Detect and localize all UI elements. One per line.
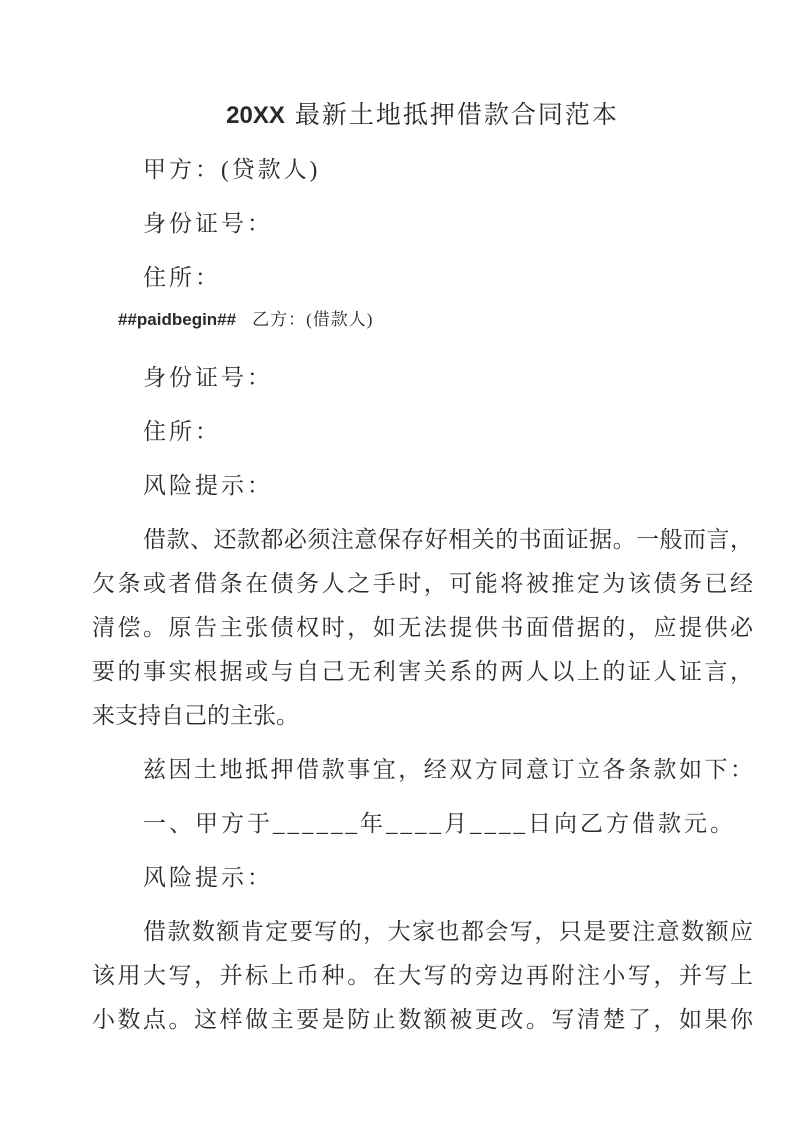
risk-note-paragraph-2 [92, 910, 753, 1042]
paragraph-line: 小数点。这样做主要是防止数额被更改。写清楚了，如果你 [92, 1007, 753, 1032]
paragraph-line: 清偿。原告主张债权时，如无法提供书面借据的，应提供必 [92, 615, 753, 640]
title-year: 20XX [226, 102, 285, 129]
party-b-address-line: 住所： [143, 419, 221, 444]
paragraph-line: 来支持自己的主张。 [92, 703, 299, 728]
risk-note-paragraph-1 [92, 518, 753, 738]
party-a-line: 甲方：(贷款人) [143, 157, 321, 182]
risk-note-heading-2: 风险提示： [143, 865, 273, 890]
paidbegin-marker: ##paidbegin## [118, 310, 237, 329]
paragraph-line: 借款、还款都必须注意保存好相关的书面证据。一般而言， [143, 527, 753, 552]
document-title [92, 94, 753, 138]
paidbegin-line [92, 310, 753, 330]
party-a-id-line: 身份证号： [143, 211, 273, 236]
party-b-id-line: 身份证号： [143, 365, 273, 390]
paragraph-line: 借款数额肯定要写的，大家也都会写，只是要注意数额应 [143, 919, 753, 944]
paragraph-line: 欠条或者借条在债务人之手时，可能将被推定为该债务已经 [92, 571, 753, 596]
risk-note-heading-1: 风险提示： [143, 473, 273, 498]
paragraph-line: 兹因土地抵押借款事宜，经双方同意订立各条款如下： [143, 757, 753, 782]
preamble-line [92, 748, 753, 792]
paragraph-line: 要的事实根据或与自己无利害关系的两人以上的证人证言， [92, 659, 753, 684]
party-a-address-line: 住所： [143, 265, 221, 290]
party-b-line: 乙方：(借款人) [252, 310, 374, 329]
clause-1-line: 一、甲方于______年____月____日向乙方借款元。 [143, 811, 736, 836]
paragraph-line: 该用大写，并标上币种。在大写的旁边再附注小写，并写上 [92, 963, 753, 988]
title-text: 最新土地抵押借款合同范本 [294, 102, 619, 129]
